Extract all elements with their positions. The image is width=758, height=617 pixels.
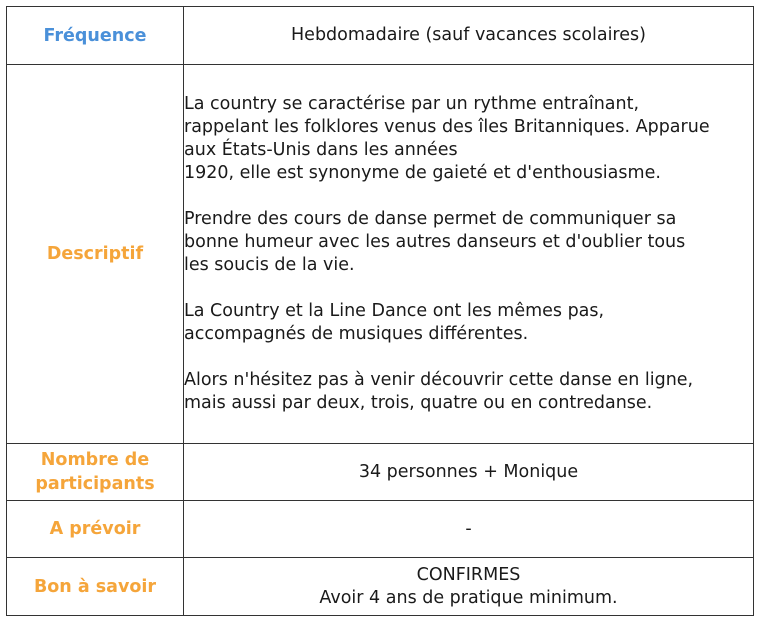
descriptif-line: rappelant les folklores venus des îles Britanniques. Apparue (184, 117, 710, 137)
row-bon-a-savoir (7, 558, 754, 616)
descriptif-paragraph-2 (184, 208, 753, 277)
value-a-prevoir-text: - (465, 518, 472, 539)
value-a-prevoir (184, 501, 754, 558)
label-participants-line: Nombre de (40, 450, 150, 470)
info-table (6, 6, 754, 616)
descriptif-line: Prendre des cours de danse permet de communiquer sa (184, 209, 677, 229)
label-participants-line: participants (35, 474, 155, 494)
value-participants-text: 34 personnes + Monique (358, 461, 579, 482)
descriptif-line: les soucis de la vie. (184, 255, 355, 275)
label-a-prevoir-text: A prévoir (49, 519, 141, 539)
label-frequence-text: Fréquence (43, 25, 147, 46)
descriptif-line: mais aussi par deux, trois, quatre ou en contredanse. (184, 393, 653, 413)
label-participants (7, 444, 184, 501)
value-participants (184, 444, 754, 501)
descriptif-paragraph-3 (184, 300, 753, 346)
descriptif-line: Alors n'hésitez pas à venir découvrir cette danse en ligne, (184, 370, 694, 390)
label-a-prevoir (7, 501, 184, 558)
descriptif-line: bonne humeur avec les autres danseurs et d'oublier tous (184, 232, 686, 252)
value-bon-a-savoir (184, 558, 754, 616)
value-descriptif (184, 65, 754, 444)
descriptif-paragraph-4 (184, 369, 753, 415)
label-bon-a-savoir-text: Bon à savoir (33, 576, 157, 597)
label-descriptif-text: Descriptif (46, 244, 144, 264)
label-frequence (7, 7, 184, 65)
descriptif-line: aux États-Unis dans les années (184, 140, 458, 160)
descriptif-line: accompagnés de musiques différentes. (184, 324, 529, 344)
row-frequence (7, 7, 754, 65)
row-a-prevoir (7, 501, 754, 558)
descriptif-paragraph-1 (184, 93, 753, 185)
descriptif-line: La Country et la Line Dance ont les mêmes pas, (184, 301, 605, 321)
value-bon-a-savoir-line: Avoir 4 ans de pratique minimum. (319, 587, 618, 608)
label-descriptif (7, 65, 184, 444)
descriptif-line: La country se caractérise par un rythme entraînant, (184, 94, 640, 114)
value-bon-a-savoir-line: CONFIRMES (416, 564, 521, 585)
label-bon-a-savoir (7, 558, 184, 616)
row-participants (7, 444, 754, 501)
descriptif-line: 1920, elle est synonyme de gaieté et d'enthousiasme. (184, 163, 661, 183)
row-descriptif (7, 65, 754, 444)
value-frequence (184, 7, 754, 65)
value-frequence-text: Hebdomadaire (sauf vacances scolaires) (291, 25, 646, 45)
